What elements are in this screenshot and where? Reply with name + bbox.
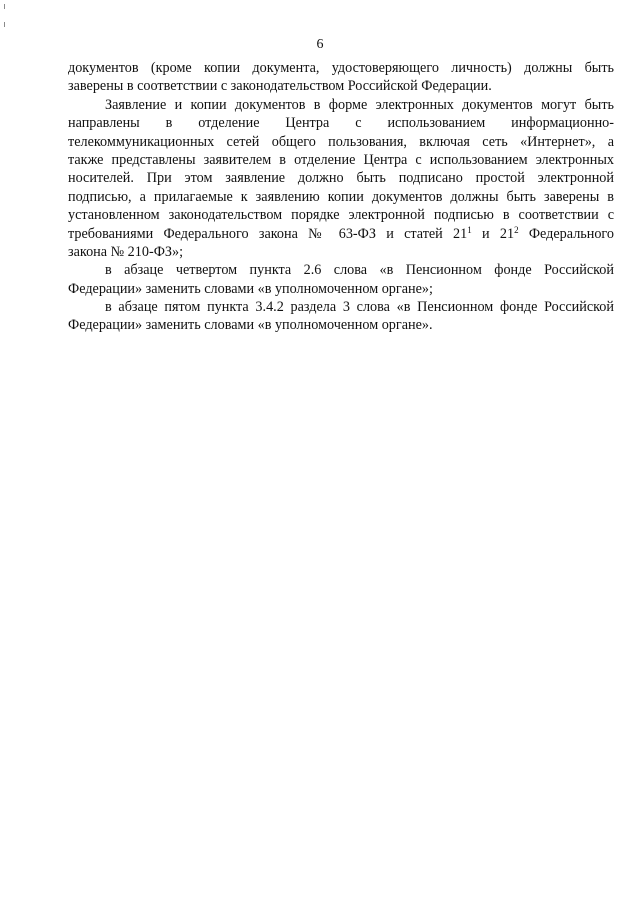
superscript: 2 [514, 224, 519, 235]
text-line: направлены в отделение Центра с использованием информационно- [68, 115, 614, 132]
paragraph-4 [68, 298, 614, 335]
text-line: в абзаце четвертом пункта 2.6 слова «в Пенсионном фонде Российской [105, 262, 614, 279]
law-reference-text: и 21 [471, 225, 515, 242]
text-line: также представлены заявителем в отделение Центра с использованием электронных [68, 151, 614, 168]
page-number: 6 [316, 37, 324, 52]
law-reference-line [68, 225, 614, 243]
text-line: Заявление и копии документов в форме электронных документов могут быть [105, 96, 614, 113]
text-line: в абзаце пятом пункта 3.4.2 раздела 3 слова «в Пенсионном фонде Российской [105, 299, 614, 316]
text-line: подписью, а прилагаемые к заявлению копии документов должны быть заверены в [68, 188, 614, 205]
text-line: носителей. При этом заявление должно быть подписано простой электронной [68, 170, 614, 187]
text-line: телекоммуникационных сетей общего пользования, включая сеть «Интернет», а [68, 133, 614, 150]
document-body [68, 59, 614, 335]
text-line: Федерации» заменить словами «в уполномоченном органе». [68, 317, 433, 334]
text-line: установленном законодательством порядке электронной подписью в соответствии с [68, 207, 614, 224]
text-line: Федерации» заменить словами «в уполномоченном органе»; [68, 280, 433, 297]
paragraph-3 [68, 261, 614, 298]
law-reference-text: требованиями Федерального закона № 63-ФЗ и статей 21 [68, 225, 468, 242]
text-line: заверены в соответствии с законодательством Российской Федерации. [68, 78, 492, 95]
superscript: 1 [467, 224, 472, 235]
paragraph-2 [68, 96, 614, 262]
scan-margin-mark [4, 22, 5, 27]
text-line: закона № 210-ФЗ»; [68, 243, 184, 260]
text-line: документов (кроме копии документа, удостоверяющего личность) должны быть [68, 60, 614, 76]
scan-margin-mark [4, 4, 5, 9]
paragraph-1 [68, 59, 614, 96]
law-reference-text: Федерального [518, 225, 614, 242]
